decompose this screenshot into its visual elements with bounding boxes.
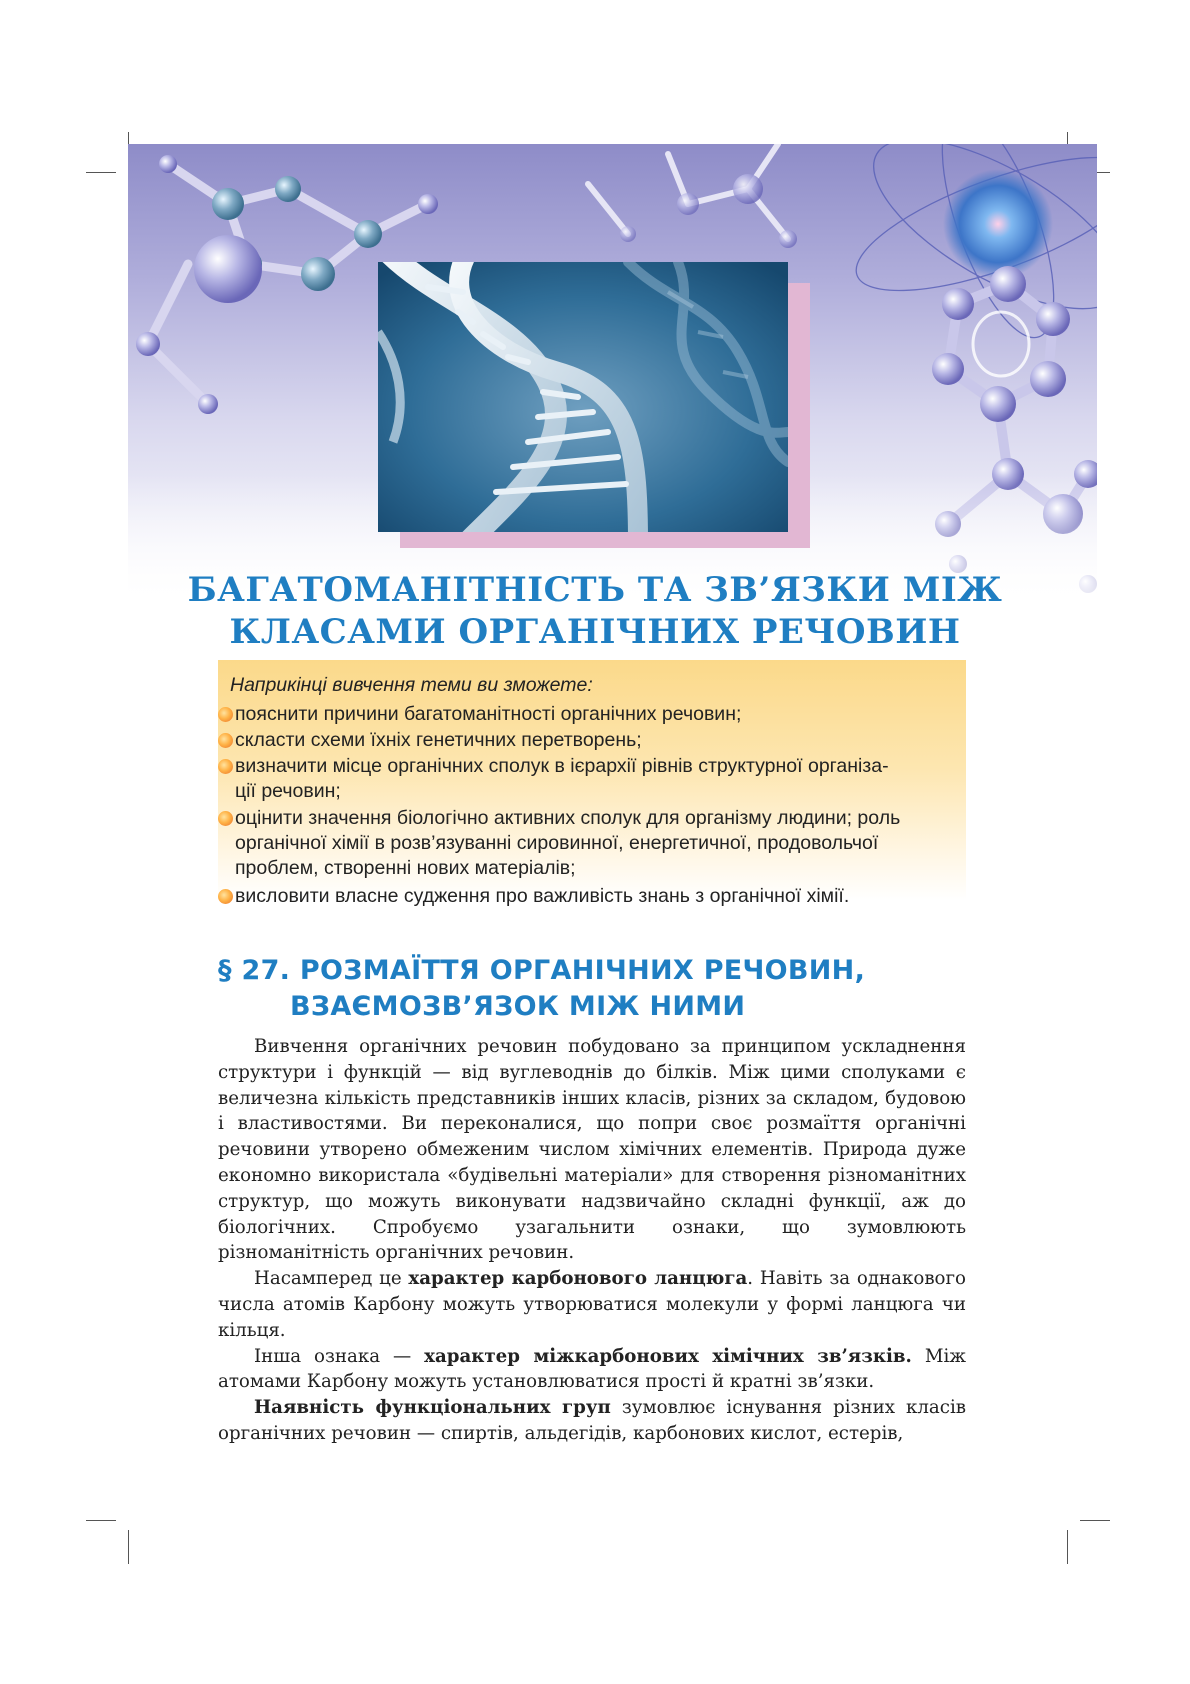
text-run: зумовлює існування різних класів органічних речовин — спиртів, альдегідів, карбонових кислот, естерів, <box>218 1397 967 1444</box>
goal-line: проблем, створенні нових матеріалів; <box>235 857 576 879</box>
goals-intro: Наприкінці вивчення теми ви зможете: <box>230 674 593 696</box>
bold-term: характер міжкарбонових хімічних зв’язків. <box>424 1345 912 1367</box>
goal-line: пояснити причини багатоманітності органічних речовин; <box>235 703 742 725</box>
paragraph <box>218 1266 966 1343</box>
goal-item <box>235 806 965 881</box>
section-heading-line2: ВЗАЄМОЗВ’ЯЗОК МІЖ НИМИ <box>290 991 746 1022</box>
goal-line: висловити власне судження про важливість знань з органічної хімії. <box>235 885 850 907</box>
goal-line: скласти схеми їхніх генетичних перетворень; <box>235 729 642 751</box>
chapter-title-line1: БАГАТОМАНІТНІСТЬ ТА ЗВ’ЯЗКИ МІЖ <box>187 570 1003 610</box>
crop-mark <box>128 1530 129 1564</box>
goal-line: оцінити значення біологічно активних сполук для організму людини; роль <box>235 807 901 829</box>
goal-item <box>235 702 965 727</box>
text-run: Насамперед це <box>254 1268 409 1290</box>
goal-item <box>235 728 965 753</box>
text-run: Інша ознака — <box>254 1345 425 1367</box>
dna-helix-image <box>378 262 788 532</box>
bold-term: Наявність функціональних груп <box>254 1397 611 1419</box>
section-heading-line1: § 27. РОЗМАЇТТЯ ОРГАНІЧНИХ РЕЧОВИН, <box>218 955 866 986</box>
orange-bullet-icon <box>218 889 233 904</box>
goal-item <box>235 754 965 804</box>
goal-line: органічної хімії в розв’язуванні сировинної, енергетичної, продовольчої <box>235 832 879 854</box>
learning-goals-box <box>218 660 966 907</box>
crop-mark <box>1080 1520 1110 1521</box>
crop-mark <box>86 1520 116 1521</box>
orange-bullet-icon <box>218 759 233 774</box>
dna-photo <box>378 262 788 532</box>
crop-mark <box>1067 1530 1068 1564</box>
goal-line: ції речовин; <box>235 780 341 802</box>
paragraph: Вивчення органічних речовин побудовано за принципом ускладнення структури і функцій — від вуглеводнів до білків. Між цими сполуками є величезна кількість представників інших класів, різних за складом, будовою і властивостями. Ви переконалися, що попри своє розмаїття органічні речовини утворено обмеженим числом хімічних елементів. Природа дуже економно використала «будівельні матеріали» для створення різноманітних структур, що можуть виконувати надзвичайно складні функції, аж до біологічних. Спробуємо узагальнити ознаки, що зумовлюють різноманітність органічних речовин. <box>218 1036 966 1264</box>
orange-bullet-icon <box>218 733 233 748</box>
goal-line: визначити місце органічних сполук в ієрархії рівнів структурної організа- <box>235 755 889 777</box>
text-run: Між атомами Карбону можуть установлюватися прості й кратні зв’язки. <box>218 1345 966 1393</box>
bold-term: характер карбонового ланцюга <box>408 1268 748 1290</box>
chapter-title-line2: КЛАСАМИ ОРГАНІЧНИХ РЕЧОВИН <box>229 612 961 652</box>
orange-bullet-icon <box>218 707 233 722</box>
text-run: . Навіть за однакового числа атомів Карбону можуть утворюватися молекули у формі ланцюга чи кільця. <box>218 1268 966 1341</box>
crop-mark <box>86 172 116 173</box>
paragraph <box>218 1344 966 1396</box>
orange-bullet-icon <box>218 811 233 826</box>
paragraph <box>218 1395 966 1447</box>
body-text <box>218 1034 966 1447</box>
goal-item <box>235 884 965 909</box>
